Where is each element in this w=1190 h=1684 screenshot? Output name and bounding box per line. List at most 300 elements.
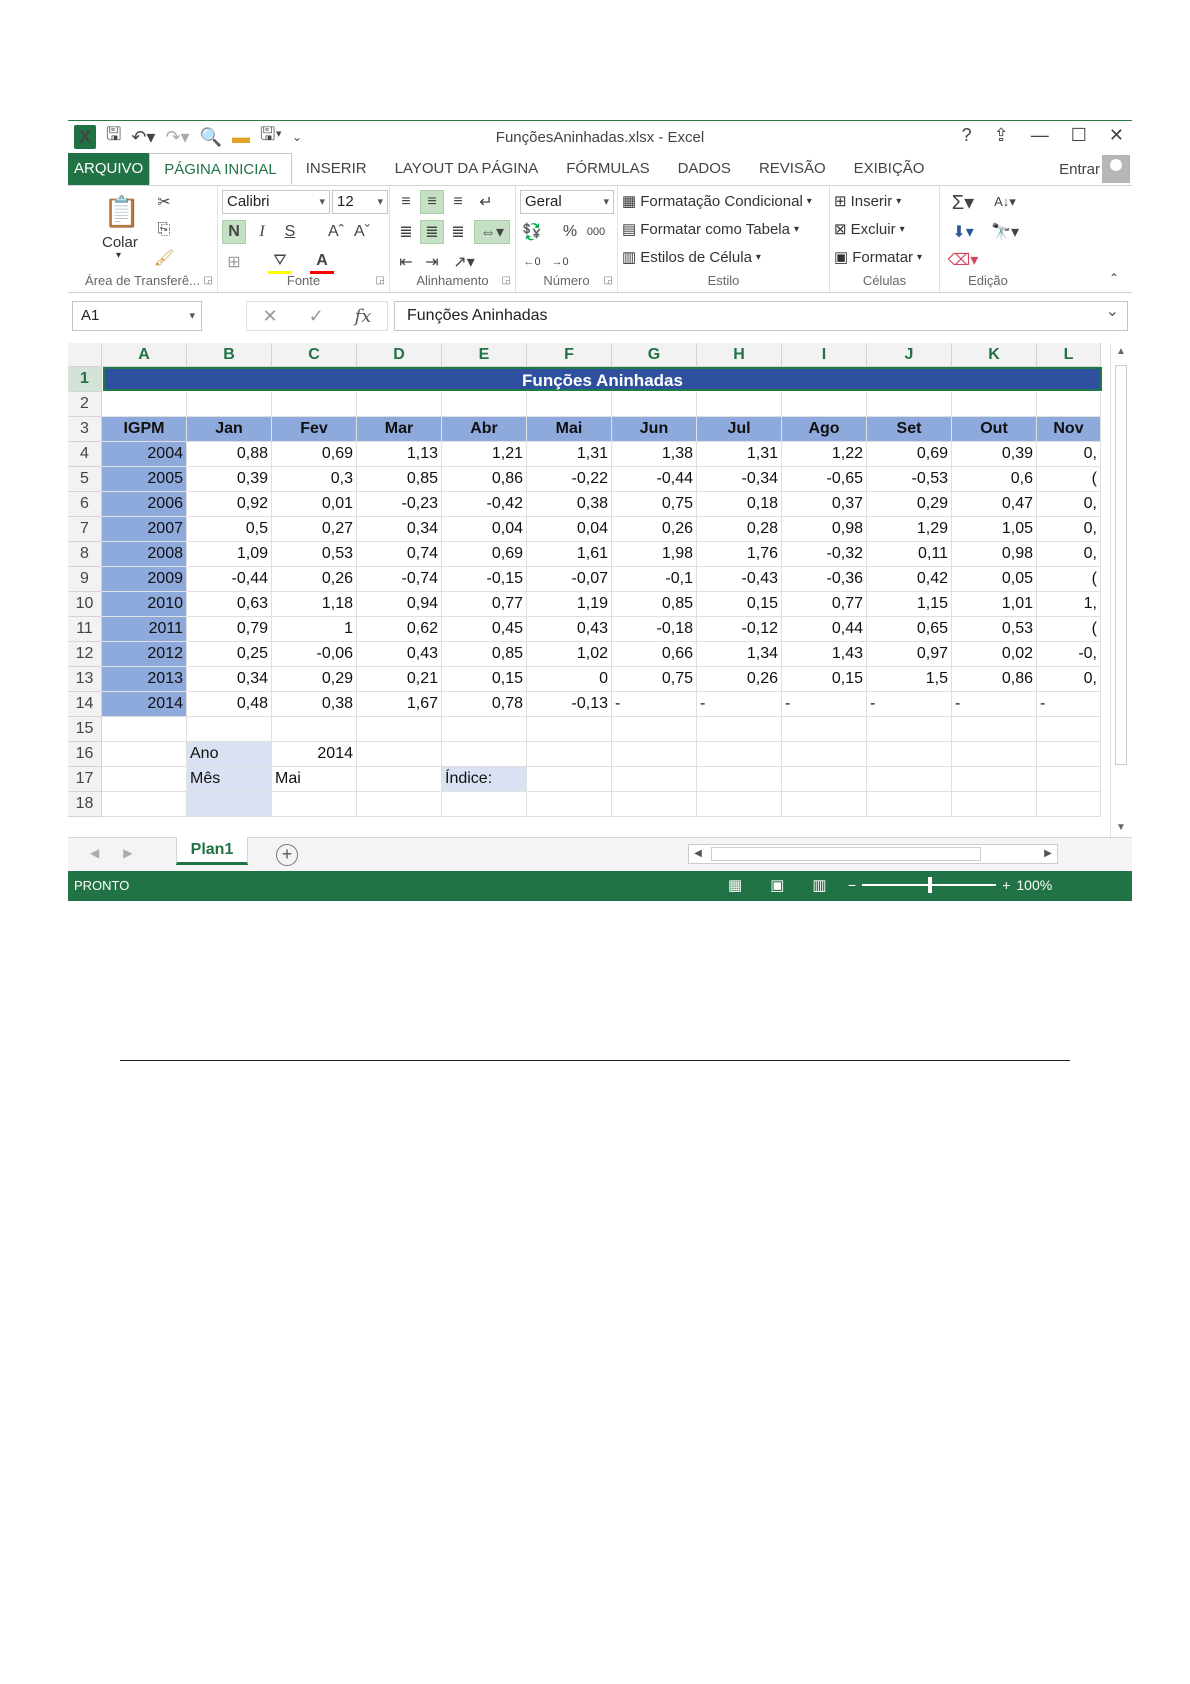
data-cell[interactable]: 1,31: [527, 442, 612, 467]
page-layout-view-icon[interactable]: ▣: [770, 877, 785, 894]
data-cell[interactable]: 0,86: [442, 467, 527, 492]
data-cell[interactable]: 0,62: [357, 617, 442, 642]
data-cell[interactable]: -0,12: [697, 617, 782, 642]
data-cell[interactable]: 1,38: [612, 442, 697, 467]
row-header-15[interactable]: 15: [68, 717, 102, 742]
table-header-cell[interactable]: Fev: [272, 417, 357, 442]
row-header-3[interactable]: 3: [68, 417, 102, 442]
wrap-text-icon[interactable]: ↵: [479, 194, 493, 211]
column-header-h[interactable]: H: [697, 343, 782, 367]
cancel-icon[interactable]: ✕: [262, 305, 278, 326]
paste-icon[interactable]: 📋: [103, 195, 141, 229]
data-cell[interactable]: -: [612, 692, 697, 717]
year-cell[interactable]: 2004: [102, 442, 187, 467]
redo-icon[interactable]: ↷▾: [165, 126, 190, 147]
scroll-left-icon[interactable]: ◀: [694, 848, 702, 859]
save-as-icon[interactable]: 🖫▾: [260, 124, 283, 144]
align-left-icon[interactable]: ≣: [399, 224, 413, 241]
zoom-slider[interactable]: [862, 884, 996, 886]
cell[interactable]: [782, 767, 867, 792]
data-cell[interactable]: 1,43: [782, 642, 867, 667]
data-cell[interactable]: -0,43: [697, 567, 782, 592]
formula-input[interactable]: Funções Aninhadas ⌄: [394, 301, 1128, 331]
data-cell[interactable]: 0,15: [697, 592, 782, 617]
next-sheet-icon[interactable]: ▶: [123, 846, 133, 860]
data-cell[interactable]: 0,04: [527, 517, 612, 542]
horizontal-scrollbar[interactable]: [688, 844, 1058, 864]
data-cell[interactable]: 0,: [1037, 492, 1101, 517]
row-header-5[interactable]: 5: [68, 467, 102, 492]
data-cell[interactable]: 0,44: [782, 617, 867, 642]
merge-center-icon[interactable]: ⇔▾: [474, 220, 510, 244]
data-cell[interactable]: 1,76: [697, 542, 782, 567]
row-header-8[interactable]: 8: [68, 542, 102, 567]
tab-layout-da-pagina[interactable]: LAYOUT DA PÁGINA: [394, 160, 539, 177]
row-header-13[interactable]: 13: [68, 667, 102, 692]
increase-indent-icon[interactable]: ⇥: [425, 254, 439, 271]
data-cell[interactable]: 0,98: [952, 542, 1037, 567]
increase-font-icon[interactable]: Aˆ: [328, 223, 344, 240]
cell[interactable]: [272, 792, 357, 817]
row-header-14[interactable]: 14: [68, 692, 102, 717]
year-cell[interactable]: 2005: [102, 467, 187, 492]
data-cell[interactable]: 1,18: [272, 592, 357, 617]
font-color-icon[interactable]: A: [310, 250, 334, 274]
data-cell[interactable]: 0,97: [867, 642, 952, 667]
tab-dados[interactable]: DADOS: [677, 160, 731, 177]
number-format-dropdown[interactable]: Geral ▾: [520, 190, 614, 214]
data-cell[interactable]: -: [952, 692, 1037, 717]
borders-icon[interactable]: ⊞: [227, 254, 241, 271]
table-header-cell[interactable]: Jan: [187, 417, 272, 442]
data-cell[interactable]: 0,26: [612, 517, 697, 542]
cell[interactable]: [697, 767, 782, 792]
cell[interactable]: [357, 717, 442, 742]
orientation-icon[interactable]: ↗▾: [453, 254, 475, 271]
select-all-corner[interactable]: [68, 343, 102, 367]
data-cell[interactable]: -0,07: [527, 567, 612, 592]
month-label-cell[interactable]: Mês: [187, 767, 272, 792]
year-cell[interactable]: 2013: [102, 667, 187, 692]
decrease-decimal-icon[interactable]: →0: [551, 256, 569, 268]
normal-view-icon[interactable]: ▦: [728, 877, 743, 894]
align-right-icon[interactable]: ≣: [451, 224, 465, 241]
increase-decimal-icon[interactable]: ←0: [523, 256, 541, 268]
font-name-dropdown[interactable]: Calibri ▾: [222, 190, 330, 214]
cell[interactable]: [1037, 792, 1101, 817]
cell[interactable]: [357, 792, 442, 817]
cell[interactable]: [612, 717, 697, 742]
cell[interactable]: [782, 792, 867, 817]
data-cell[interactable]: -: [697, 692, 782, 717]
data-cell[interactable]: 0,63: [187, 592, 272, 617]
data-cell[interactable]: 0,: [1037, 542, 1101, 567]
data-cell[interactable]: 0,15: [442, 667, 527, 692]
data-cell[interactable]: 1,15: [867, 592, 952, 617]
row-header-16[interactable]: 16: [68, 742, 102, 767]
data-cell[interactable]: 0,42: [867, 567, 952, 592]
cell[interactable]: [187, 392, 272, 417]
data-cell[interactable]: 1,98: [612, 542, 697, 567]
data-cell[interactable]: 0,94: [357, 592, 442, 617]
customize-qat-icon[interactable]: ⌄: [292, 130, 303, 144]
data-cell[interactable]: 0,69: [867, 442, 952, 467]
scroll-down-icon[interactable]: ▼: [1116, 822, 1126, 833]
data-cell[interactable]: -0,53: [867, 467, 952, 492]
data-cell[interactable]: 0,26: [697, 667, 782, 692]
data-cell[interactable]: 1,67: [357, 692, 442, 717]
row-header-1[interactable]: 1: [68, 367, 102, 392]
fill-icon[interactable]: ⬇▾: [952, 224, 974, 241]
table-header-cell[interactable]: Ago: [782, 417, 867, 442]
row-header-12[interactable]: 12: [68, 642, 102, 667]
cell[interactable]: [952, 742, 1037, 767]
data-cell[interactable]: -0,65: [782, 467, 867, 492]
ribbon-display-icon[interactable]: ⇪: [993, 125, 1009, 145]
data-cell[interactable]: 0,: [1037, 517, 1101, 542]
cell[interactable]: [612, 767, 697, 792]
data-cell[interactable]: 0,29: [867, 492, 952, 517]
year-cell[interactable]: 2009: [102, 567, 187, 592]
data-cell[interactable]: 0,34: [187, 667, 272, 692]
data-cell[interactable]: -0,42: [442, 492, 527, 517]
table-header-cell[interactable]: Mar: [357, 417, 442, 442]
data-cell[interactable]: 0,05: [952, 567, 1037, 592]
data-cell[interactable]: 1,13: [357, 442, 442, 467]
data-cell[interactable]: 0,53: [952, 617, 1037, 642]
data-cell[interactable]: 0,79: [187, 617, 272, 642]
data-cell[interactable]: -0,32: [782, 542, 867, 567]
data-cell[interactable]: 0,65: [867, 617, 952, 642]
column-header-a[interactable]: A: [102, 343, 187, 367]
clear-icon[interactable]: ⌫▾: [947, 252, 979, 269]
data-cell[interactable]: (: [1037, 567, 1101, 592]
cell[interactable]: [527, 392, 612, 417]
data-cell[interactable]: -0,22: [527, 467, 612, 492]
data-cell[interactable]: -0,1: [612, 567, 697, 592]
data-cell[interactable]: 0,43: [527, 617, 612, 642]
table-header-cell[interactable]: Set: [867, 417, 952, 442]
data-cell[interactable]: 0,38: [272, 692, 357, 717]
align-top-icon[interactable]: ≡: [401, 193, 411, 210]
data-cell[interactable]: -0,44: [612, 467, 697, 492]
cell[interactable]: [102, 742, 187, 767]
column-header-f[interactable]: F: [527, 343, 612, 367]
data-cell[interactable]: 0,85: [612, 592, 697, 617]
data-cell[interactable]: 0,77: [442, 592, 527, 617]
row-header-4[interactable]: 4: [68, 442, 102, 467]
data-cell[interactable]: 0,25: [187, 642, 272, 667]
row-header-17[interactable]: 17: [68, 767, 102, 792]
row-header-10[interactable]: 10: [68, 592, 102, 617]
currency-icon[interactable]: 💱: [522, 224, 542, 241]
cell[interactable]: [442, 717, 527, 742]
data-cell[interactable]: 1,19: [527, 592, 612, 617]
data-cell[interactable]: -0,: [1037, 642, 1101, 667]
cell-styles-button[interactable]: [622, 248, 761, 266]
cell[interactable]: [102, 717, 187, 742]
data-cell[interactable]: 1,09: [187, 542, 272, 567]
page-break-view-icon[interactable]: ▥: [812, 877, 827, 894]
table-header-cell[interactable]: Jul: [697, 417, 782, 442]
data-cell[interactable]: 0,53: [272, 542, 357, 567]
year-label-cell[interactable]: Ano: [187, 742, 272, 767]
cell[interactable]: [1037, 742, 1101, 767]
data-cell[interactable]: 0,11: [867, 542, 952, 567]
data-cell[interactable]: 0,43: [357, 642, 442, 667]
sort-filter-icon[interactable]: A↓▾: [994, 194, 1016, 209]
data-cell[interactable]: 0,66: [612, 642, 697, 667]
add-sheet-icon[interactable]: +: [276, 844, 298, 866]
undo-icon[interactable]: ↶▾: [131, 126, 156, 147]
data-cell[interactable]: 0,88: [187, 442, 272, 467]
column-header-k[interactable]: K: [952, 343, 1037, 367]
data-cell[interactable]: 0,34: [357, 517, 442, 542]
data-cell[interactable]: 1: [272, 617, 357, 642]
zoom-slider-knob[interactable]: [928, 877, 932, 893]
data-cell[interactable]: -0,15: [442, 567, 527, 592]
paste-dropdown-icon[interactable]: ▾: [116, 250, 122, 261]
index-label-cell[interactable]: Índice:: [442, 767, 527, 792]
cell[interactable]: [697, 792, 782, 817]
data-cell[interactable]: 0,18: [697, 492, 782, 517]
data-cell[interactable]: 0,69: [442, 542, 527, 567]
conditional-formatting-button[interactable]: [622, 192, 812, 210]
align-middle-icon[interactable]: ≡: [420, 190, 444, 214]
cell[interactable]: [357, 742, 442, 767]
cell[interactable]: [867, 742, 952, 767]
year-cell[interactable]: 2007: [102, 517, 187, 542]
cell[interactable]: [697, 742, 782, 767]
column-header-g[interactable]: G: [612, 343, 697, 367]
cell[interactable]: [782, 742, 867, 767]
maximize-icon[interactable]: ☐: [1070, 125, 1087, 145]
data-cell[interactable]: 0,85: [442, 642, 527, 667]
save-icon[interactable]: 🖫: [106, 124, 122, 144]
cell[interactable]: [527, 767, 612, 792]
row-header-6[interactable]: 6: [68, 492, 102, 517]
data-cell[interactable]: -0,23: [357, 492, 442, 517]
cell[interactable]: [1037, 767, 1101, 792]
data-cell[interactable]: 0,75: [612, 492, 697, 517]
avatar[interactable]: [1102, 155, 1130, 183]
cell[interactable]: [697, 392, 782, 417]
font-size-dropdown[interactable]: 12 ▾: [332, 190, 388, 214]
cell[interactable]: [442, 742, 527, 767]
data-cell[interactable]: 0,75: [612, 667, 697, 692]
data-cell[interactable]: 0,74: [357, 542, 442, 567]
cell[interactable]: [357, 392, 442, 417]
data-cell[interactable]: 0: [527, 667, 612, 692]
year-cell[interactable]: 2006: [102, 492, 187, 517]
row-header-7[interactable]: 7: [68, 517, 102, 542]
data-cell[interactable]: (: [1037, 617, 1101, 642]
cut-icon[interactable]: ✂: [157, 194, 171, 211]
data-cell[interactable]: -0,13: [527, 692, 612, 717]
cell[interactable]: [527, 742, 612, 767]
data-cell[interactable]: 1,61: [527, 542, 612, 567]
cell[interactable]: [867, 392, 952, 417]
underline-button[interactable]: S: [284, 223, 296, 240]
cell[interactable]: [612, 392, 697, 417]
data-cell[interactable]: 0,21: [357, 667, 442, 692]
cell[interactable]: [867, 792, 952, 817]
data-cell[interactable]: 0,28: [697, 517, 782, 542]
sign-in-link[interactable]: Entrar: [1059, 161, 1100, 178]
data-cell[interactable]: 0,39: [952, 442, 1037, 467]
cell[interactable]: [102, 392, 187, 417]
column-header-l[interactable]: L: [1037, 343, 1101, 367]
copy-icon[interactable]: ⎘: [157, 221, 171, 238]
data-cell[interactable]: 0,85: [357, 467, 442, 492]
cell[interactable]: [442, 392, 527, 417]
data-cell[interactable]: 1,21: [442, 442, 527, 467]
table-header-cell[interactable]: Jun: [612, 417, 697, 442]
data-cell[interactable]: 0,5: [187, 517, 272, 542]
year-cell[interactable]: 2014: [102, 692, 187, 717]
column-header-j[interactable]: J: [867, 343, 952, 367]
data-cell[interactable]: 1,31: [697, 442, 782, 467]
cell[interactable]: [102, 792, 187, 817]
tab-arquivo[interactable]: ARQUIVO: [68, 153, 149, 185]
print-preview-icon[interactable]: 🔍: [199, 126, 223, 147]
tab-formulas[interactable]: FÓRMULAS: [566, 160, 650, 177]
zoom-in-icon[interactable]: +: [1002, 877, 1011, 893]
data-cell[interactable]: 0,: [1037, 667, 1101, 692]
table-header-cell[interactable]: Out: [952, 417, 1037, 442]
row-header-9[interactable]: 9: [68, 567, 102, 592]
data-cell[interactable]: -0,06: [272, 642, 357, 667]
decrease-font-icon[interactable]: Aˇ: [354, 223, 370, 240]
data-cell[interactable]: 0,02: [952, 642, 1037, 667]
number-launcher-icon[interactable]: ◲: [603, 275, 613, 286]
cell[interactable]: [102, 767, 187, 792]
cell[interactable]: [697, 717, 782, 742]
year-cell[interactable]: 2008: [102, 542, 187, 567]
data-cell[interactable]: 0,01: [272, 492, 357, 517]
data-cell[interactable]: 1,5: [867, 667, 952, 692]
data-cell[interactable]: -: [1037, 692, 1101, 717]
zoom-out-icon[interactable]: −: [848, 877, 857, 893]
thousands-button[interactable]: 000: [586, 226, 606, 238]
align-bottom-icon[interactable]: ≡: [453, 193, 463, 210]
year-cell[interactable]: 2012: [102, 642, 187, 667]
cell[interactable]: [442, 792, 527, 817]
format-painter-icon[interactable]: 🖌: [153, 250, 175, 267]
tab-pagina-inicial[interactable]: PÁGINA INICIAL: [149, 153, 292, 185]
scroll-up-icon[interactable]: ▲: [1116, 346, 1126, 357]
percent-button[interactable]: %: [562, 223, 578, 240]
paste-button[interactable]: Colar: [102, 234, 138, 251]
align-center-icon[interactable]: ≣: [420, 220, 444, 244]
month-value-cell[interactable]: Mai: [272, 767, 357, 792]
worksheet-grid[interactable]: [68, 343, 1132, 837]
cell[interactable]: [187, 792, 272, 817]
cell[interactable]: [612, 742, 697, 767]
enter-icon[interactable]: ✓: [308, 305, 324, 326]
collapse-ribbon-icon[interactable]: ⌃: [1108, 271, 1120, 285]
data-cell[interactable]: 0,47: [952, 492, 1037, 517]
row-header-2[interactable]: 2: [68, 392, 102, 417]
cell[interactable]: [867, 767, 952, 792]
data-cell[interactable]: 1,05: [952, 517, 1037, 542]
data-cell[interactable]: 0,38: [527, 492, 612, 517]
data-cell[interactable]: 1,01: [952, 592, 1037, 617]
data-cell[interactable]: 0,04: [442, 517, 527, 542]
column-header-e[interactable]: E: [442, 343, 527, 367]
data-cell[interactable]: -0,44: [187, 567, 272, 592]
cell[interactable]: [1037, 392, 1101, 417]
data-cell[interactable]: 1,22: [782, 442, 867, 467]
data-cell[interactable]: -0,34: [697, 467, 782, 492]
cell[interactable]: [867, 717, 952, 742]
zoom-level[interactable]: 100%: [1016, 877, 1053, 893]
fill-color-icon[interactable]: ⛛: [268, 250, 292, 274]
data-cell[interactable]: 1,: [1037, 592, 1101, 617]
name-box[interactable]: A1 ▾: [72, 301, 202, 331]
open-folder-icon[interactable]: ▬: [232, 126, 251, 147]
autosum-icon[interactable]: Σ▾: [951, 191, 975, 214]
data-cell[interactable]: 0,86: [952, 667, 1037, 692]
horizontal-scroll-thumb[interactable]: [711, 847, 981, 861]
delete-cells-button[interactable]: [834, 220, 905, 238]
cell[interactable]: [952, 792, 1037, 817]
data-cell[interactable]: 0,26: [272, 567, 357, 592]
scroll-right-icon[interactable]: ▶: [1044, 848, 1052, 859]
data-cell[interactable]: 0,69: [272, 442, 357, 467]
format-as-table-button[interactable]: [622, 220, 799, 238]
data-cell[interactable]: 0,39: [187, 467, 272, 492]
table-header-cell[interactable]: Nov: [1037, 417, 1101, 442]
column-header-i[interactable]: I: [782, 343, 867, 367]
decrease-indent-icon[interactable]: ⇤: [399, 254, 413, 271]
cell[interactable]: [357, 767, 442, 792]
cell[interactable]: [187, 717, 272, 742]
insert-cells-button[interactable]: [834, 192, 901, 210]
data-cell[interactable]: -: [782, 692, 867, 717]
find-select-icon[interactable]: 🔭▾: [991, 224, 1019, 241]
data-cell[interactable]: 0,37: [782, 492, 867, 517]
close-icon[interactable]: ✕: [1108, 125, 1124, 145]
previous-sheet-icon[interactable]: ◀: [90, 846, 100, 860]
insert-function-icon[interactable]: fx: [354, 305, 372, 327]
data-cell[interactable]: -0,74: [357, 567, 442, 592]
alignment-launcher-icon[interactable]: ◲: [501, 275, 511, 286]
vertical-scroll-thumb[interactable]: [1115, 365, 1127, 765]
cell[interactable]: [527, 717, 612, 742]
font-launcher-icon[interactable]: ◲: [375, 275, 385, 286]
cell[interactable]: [612, 792, 697, 817]
clipboard-launcher-icon[interactable]: ◲: [203, 275, 213, 286]
cell[interactable]: [782, 392, 867, 417]
tab-exibicao[interactable]: EXIBIÇÃO: [853, 160, 925, 177]
vertical-scrollbar[interactable]: [1110, 343, 1130, 837]
data-cell[interactable]: -: [867, 692, 952, 717]
data-cell[interactable]: 0,78: [442, 692, 527, 717]
data-cell[interactable]: 1,02: [527, 642, 612, 667]
data-cell[interactable]: 0,: [1037, 442, 1101, 467]
data-cell[interactable]: 0,48: [187, 692, 272, 717]
data-cell[interactable]: 0,3: [272, 467, 357, 492]
table-header-cell[interactable]: Mai: [527, 417, 612, 442]
data-cell[interactable]: 1,29: [867, 517, 952, 542]
sheet-tab-plan1[interactable]: Plan1: [176, 837, 248, 865]
cell[interactable]: [527, 792, 612, 817]
table-header-cell[interactable]: IGPM: [102, 417, 187, 442]
data-cell[interactable]: 0,77: [782, 592, 867, 617]
data-cell[interactable]: -0,36: [782, 567, 867, 592]
bold-button[interactable]: N: [222, 220, 246, 244]
